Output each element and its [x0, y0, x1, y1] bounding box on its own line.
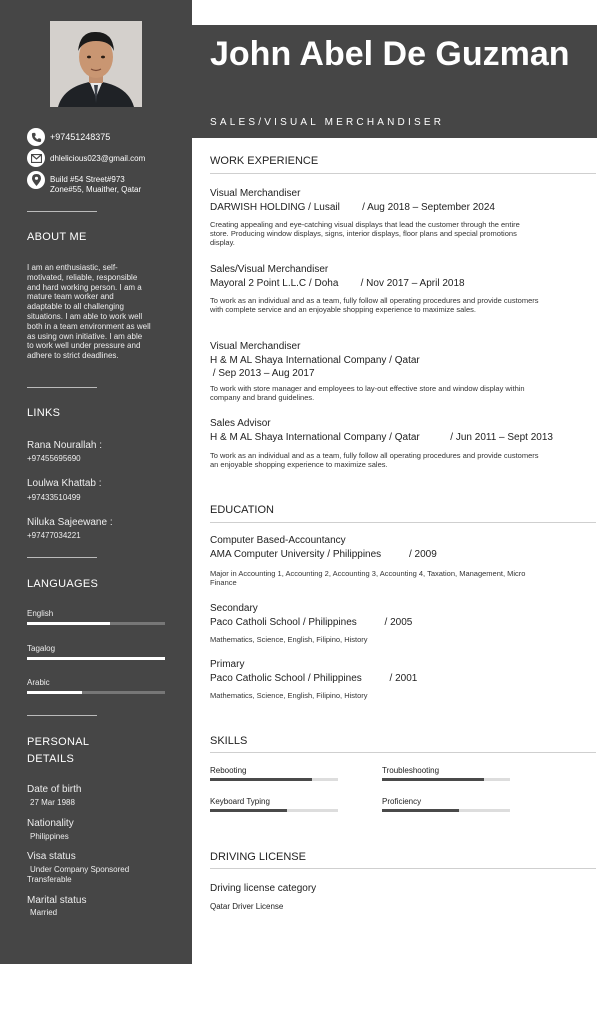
education-heading: EDUCATION	[210, 504, 274, 516]
job-title: Visual Merchandiser	[210, 341, 301, 352]
education-description: Mathematics, Science, English, Filipino, History	[210, 635, 368, 644]
link-phone: +97477034221	[27, 531, 81, 540]
skill-level-bar	[210, 809, 338, 812]
contact-phone	[27, 128, 110, 146]
job-company: DARWISH HOLDING / Lusail / Aug 2018 – September 2024	[210, 202, 495, 213]
education-description: Major in Accounting 1, Accounting 2, Accounting 3, Accounting 4, Taxation, Management, Micro Finance	[210, 569, 526, 587]
education-title: Secondary	[210, 603, 258, 614]
language-name: English	[27, 609, 54, 618]
language-level-fill	[27, 657, 165, 660]
job-title: SALES/VISUAL MERCHANDISER	[210, 117, 445, 128]
personal-heading-2: DETAILS	[27, 753, 75, 765]
job-title: Sales Advisor	[210, 418, 271, 429]
divider	[27, 211, 97, 212]
skill-level-fill	[210, 809, 287, 812]
location-pin-icon	[27, 171, 45, 189]
job-company: Mayoral 2 Point L.L.C / Doha / Nov 2017 – April 2018	[210, 278, 465, 289]
section-rule	[210, 522, 596, 523]
job-description: Creating appealing and eye-catching visual displays that lead the customer through the entire store. Producing window displays, signs, interior displays, floor plans and special promotions display.	[210, 220, 520, 247]
skills-heading: SKILLS	[210, 735, 248, 747]
job-title: Sales/Visual Merchandiser	[210, 264, 329, 275]
driving-heading: DRIVING LICENSE	[210, 851, 306, 863]
phone-number: +97451248375	[50, 132, 111, 142]
education-school: Paco Catholi School / Philippines / 2005	[210, 617, 413, 628]
skill-level-bar	[382, 809, 510, 812]
work-heading: WORK EXPERIENCE	[210, 155, 319, 167]
job-title: Visual Merchandiser	[210, 188, 301, 199]
address-line-1: Build #54 Street#973	[50, 175, 125, 184]
divider	[27, 387, 97, 388]
divider	[27, 715, 97, 716]
driving-license-value: Qatar Driver License	[210, 902, 284, 911]
skill-name: Rebooting	[210, 766, 247, 775]
marital-value: Married	[30, 908, 58, 917]
email-icon	[27, 149, 45, 167]
section-rule	[210, 868, 596, 869]
address-line-2: Zone#55, Muaither, Qatar	[50, 185, 142, 194]
language-name: Arabic	[27, 678, 50, 687]
driving-category-label: Driving license category	[210, 883, 317, 894]
language-level-bar	[27, 691, 165, 694]
link-name: Loulwa Khattab :	[27, 478, 102, 489]
section-rule	[210, 173, 596, 174]
divider	[27, 557, 97, 558]
skill-name: Keyboard Typing	[210, 797, 270, 806]
header-banner	[192, 25, 597, 138]
skill-level-fill	[210, 778, 312, 781]
link-phone: +97455695690	[27, 454, 81, 463]
job-company: H & M AL Shaya International Company / Qatar / Jun 2011 – Sept 2013	[210, 432, 553, 443]
language-name: Tagalog	[27, 644, 56, 653]
about-heading: ABOUT ME	[27, 231, 87, 243]
nationality-label: Nationality	[27, 818, 74, 829]
profile-photo	[50, 21, 142, 107]
education-description: Mathematics, Science, English, Filipino, History	[210, 691, 368, 700]
about-text: I am an enthusiastic, self-motivated, reliable, responsible and hard working person. I am a mature team worker and adaptable to all challenging situations. I am able to work well both in a team environment as well as using own initiative. I am able to work well under pressure and adhere to strict deadlines.	[27, 263, 151, 361]
candidate-name: John Abel De Guzman	[210, 35, 570, 73]
education-school: Paco Catholic School / Philippines / 2001	[210, 673, 418, 684]
language-level-fill	[27, 691, 82, 694]
links-heading: LINKS	[27, 407, 61, 419]
skill-level-fill	[382, 778, 484, 781]
section-rule	[210, 752, 596, 753]
contact-address	[27, 171, 141, 195]
link-phone: +97433510499	[27, 493, 81, 502]
dob-value: 27 Mar 1988	[30, 798, 75, 807]
link-name: Niluka Sajeewane :	[27, 517, 113, 528]
job-company: H & M AL Shaya International Company / Qatar / Sep 2013 – Aug 2017	[210, 355, 420, 379]
contact-email	[27, 149, 145, 167]
phone-icon	[27, 128, 45, 146]
skill-level-fill	[382, 809, 459, 812]
job-description: To work with store manager and employees to lay-out effective store and window display within company and brand guidelines.	[210, 384, 525, 402]
education-title: Primary	[210, 659, 245, 670]
job-description: To work as an individual and as a team, fully follow all operating procedures and provide customers with complete service and an enjoyable shopping experience to maximize sales.	[210, 296, 539, 314]
languages-heading: LANGUAGES	[27, 578, 99, 590]
skill-level-bar	[210, 778, 338, 781]
skill-level-bar	[382, 778, 510, 781]
education-title: Computer Based-Accountancy	[210, 535, 346, 546]
language-level-bar	[27, 657, 165, 660]
nationality-value: Philippines	[30, 832, 69, 841]
skill-name: Proficiency	[382, 797, 422, 806]
personal-heading: PERSONAL	[27, 736, 90, 748]
dob-label: Date of birth	[27, 784, 82, 795]
link-name: Rana Nourallah :	[27, 440, 103, 451]
marital-label: Marital status	[27, 895, 87, 906]
skill-name: Troubleshooting	[382, 766, 440, 775]
visa-label: Visa status	[27, 851, 76, 862]
language-level-fill	[27, 622, 110, 625]
job-description: To work as an individual and as a team, fully follow all operating procedures and provide customers an enjoyable shopping experience to maximize sales.	[210, 451, 539, 469]
address	[50, 171, 141, 195]
sidebar	[0, 0, 192, 964]
visa-value: Under Company Sponsored Transferable	[27, 865, 130, 884]
email-address: dhlelicious023@gmail.com	[50, 154, 146, 163]
education-school: AMA Computer University / Philippines / 2009	[210, 549, 437, 560]
language-level-bar	[27, 622, 165, 625]
